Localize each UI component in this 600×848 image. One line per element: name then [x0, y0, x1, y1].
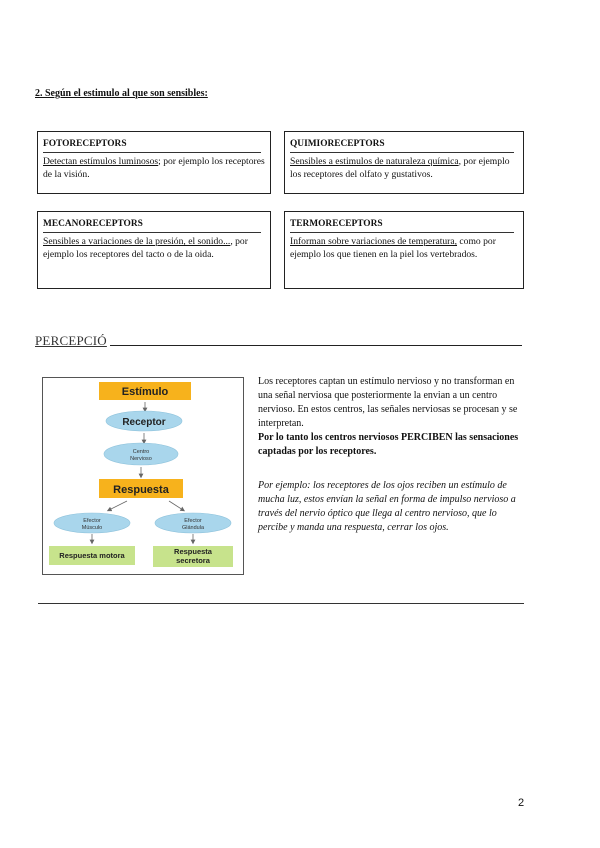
box-text: [290, 155, 518, 182]
glandula-label: Glándula: [181, 525, 205, 531]
efector-label: Efector: [184, 518, 202, 524]
efector-label: Efector: [83, 518, 101, 524]
paragraph-conclusion: Por lo tanto los centros nerviosos PERCIBEN las sensaciones captadas por los receptores.: [258, 432, 519, 457]
box-text: [43, 235, 265, 262]
heading-underline: [110, 345, 522, 346]
box-text: [43, 155, 265, 182]
box-termoreceptors: [284, 211, 524, 289]
respuesta-motora-label: Respuesta motora: [59, 551, 125, 560]
box-mecanoreceptors: [37, 211, 271, 289]
box-divider: [43, 152, 261, 153]
box-divider: [43, 232, 261, 233]
example-paragraph: Por ejemplo: los receptores de los ojos reciben un estímulo de mucha luz, estos envían la señal en forma de impulso nervioso a través del nervio óptico que llega al centro nervioso, que lo percibe y manda una respuesta, cerrar los ojos.: [258, 480, 516, 533]
box-title: MECANORECEPTORS: [43, 219, 143, 229]
centro-label: Centro: [132, 449, 150, 455]
box-divider: [290, 232, 514, 233]
secretora-label: secretora: [176, 556, 210, 565]
arrow: [109, 501, 127, 510]
box-text-rest: , por ejemplo los receptores del olfato y gustativos.: [290, 156, 510, 181]
box-quimioreceptors: [284, 131, 524, 194]
perception-paragraph: [258, 375, 524, 459]
respuesta-label: Respuesta: [113, 484, 169, 496]
box-text-underlined: Detectan estímulos luminosos: [43, 156, 159, 167]
box-text-underlined: Sensibles a variaciones de la presión, el sonido...: [43, 236, 231, 247]
box-text-rest: ; por ejemplo los receptores de la visión.: [43, 156, 265, 181]
nervioso-label: Nervioso: [130, 456, 152, 462]
musculo-label: Músculo: [81, 525, 103, 531]
bottom-rule: [38, 603, 524, 604]
perception-heading: PERCEPCIÓ: [35, 333, 107, 348]
section-title: 2. Según el estimulo al que son sensibles:: [35, 88, 208, 99]
page-number: 2: [518, 797, 525, 809]
respuesta-label: Respuesta: [174, 547, 212, 556]
perception-diagram: [42, 377, 244, 575]
box-fotoreceptors: [37, 131, 271, 194]
box-text-rest: , por ejemplo los receptores del tacto o de la oida.: [43, 236, 248, 261]
box-text-underlined: Sensibles a estimulos de naturaleza química: [290, 156, 459, 167]
box-divider: [290, 152, 514, 153]
box-title: QUIMIORECEPTORS: [290, 139, 385, 149]
box-title: FOTORECEPTORS: [43, 139, 127, 149]
box-text-underlined: Informan sobre variaciones de temperatura,: [290, 236, 458, 247]
box-title: TERMORECEPTORS: [290, 219, 383, 229]
box-text-rest: como por ejemplo los que tienen en la piel los vertebrados.: [290, 236, 496, 261]
arrow: [169, 501, 183, 510]
receptor-label: Receptor: [122, 417, 166, 428]
paragraph-text: Los receptores captan un estímulo nervioso y no transforman en una señal nerviosa que posteriormente la envian a un centro nervioso. En estos centros, las señales nerviosas se procesan y se interpretan.: [258, 376, 518, 429]
estimulo-label: Estímulo: [121, 386, 169, 398]
box-text: [290, 235, 518, 262]
diagram-svg: [43, 378, 243, 574]
